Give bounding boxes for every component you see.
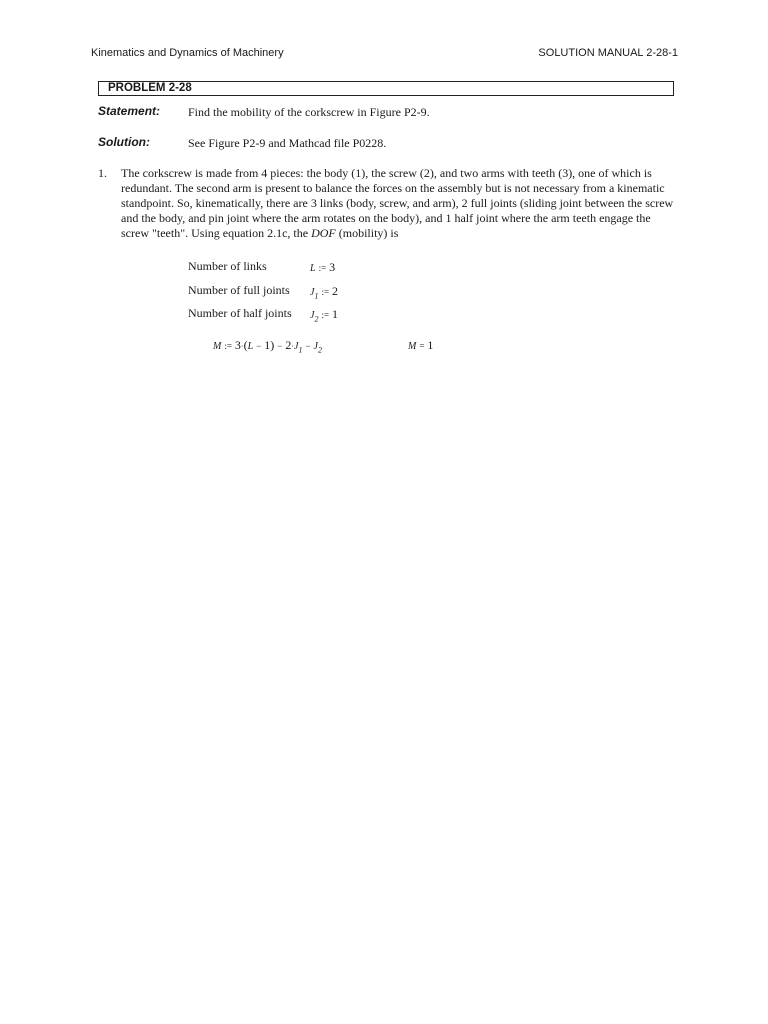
mobility-result [408, 338, 433, 353]
formula-coef-3: 3 [234, 338, 241, 352]
formula-sub-1: 1 [298, 345, 303, 355]
var-value: 1 [332, 307, 339, 321]
var-label-full-joints: Number of full joints [188, 283, 290, 297]
result-value: 1 [427, 338, 434, 352]
formula-minus: − [277, 341, 283, 351]
var-value: 2 [332, 284, 339, 298]
formula-minus: − [256, 341, 262, 351]
assign-op: := [321, 287, 330, 297]
var-label-links: Number of links [188, 259, 267, 273]
mobility-formula [213, 338, 322, 354]
var-eq-half-joints [310, 307, 338, 323]
running-header-title: Kinematics and Dynamics of Machinery [91, 47, 284, 59]
var-symbol: J [310, 287, 315, 298]
running-header-page: SOLUTION MANUAL 2-28-1 [538, 47, 678, 59]
formula-L: L [247, 341, 254, 352]
problem-title: PROBLEM 2-28 [108, 82, 192, 94]
formula-one: 1) [264, 338, 275, 352]
assign-op: := [318, 263, 327, 273]
formula-minus: − [305, 341, 311, 351]
formula-open-paren: ( [243, 338, 248, 352]
var-value: 3 [329, 260, 336, 274]
var-symbol: L [310, 263, 316, 274]
step-text-before: The corkscrew is made from 4 pieces: the body (1), the screw (2), and two arms with teeth (3), one of which is redundant. The second arm is present to balance the forces on the assembly but is not necessary from a kinematic standpoint. So, kinematically, there are 3 links (body, screw, and arm), 2 full joints (sliding joint between the screw and the body, and pin joint where the arm rotates on the body), and 1 half joint where the arm teeth engage the screw "teeth". Using equation 2.1c, the [121, 166, 674, 240]
var-eq-full-joints [310, 284, 338, 300]
var-subscript: 2 [314, 314, 319, 324]
formula-dot: · [240, 342, 244, 351]
var-label-half-joints: Number of half joints [188, 306, 292, 320]
formula-coef-2: 2 [285, 338, 292, 352]
formula-J1: J [293, 341, 299, 352]
formula-J2: J [313, 341, 318, 352]
formula-sub-2: 2 [317, 345, 322, 355]
assign-op: := [321, 310, 330, 320]
formula-assign: := [224, 341, 232, 351]
formula-lhs: M [213, 341, 222, 352]
result-eq: = [419, 341, 425, 351]
var-eq-links [310, 260, 335, 275]
var-subscript: 1 [314, 291, 319, 301]
statement-label: Statement: [98, 104, 161, 118]
step-text-after: (mobility) is [335, 226, 399, 240]
result-symbol: M [408, 341, 417, 352]
dof-term: DOF [311, 226, 336, 240]
step-paragraph [121, 166, 676, 241]
step-number: 1. [98, 166, 107, 180]
solution-text: See Figure P2-9 and Mathcad file P0228. [188, 136, 387, 150]
solution-label: Solution: [98, 135, 150, 149]
problem-title-box [98, 81, 674, 96]
statement-text: Find the mobility of the corkscrew in Figure P2-9. [188, 105, 430, 119]
var-symbol: J [310, 310, 315, 321]
formula-dot: · [291, 342, 294, 351]
